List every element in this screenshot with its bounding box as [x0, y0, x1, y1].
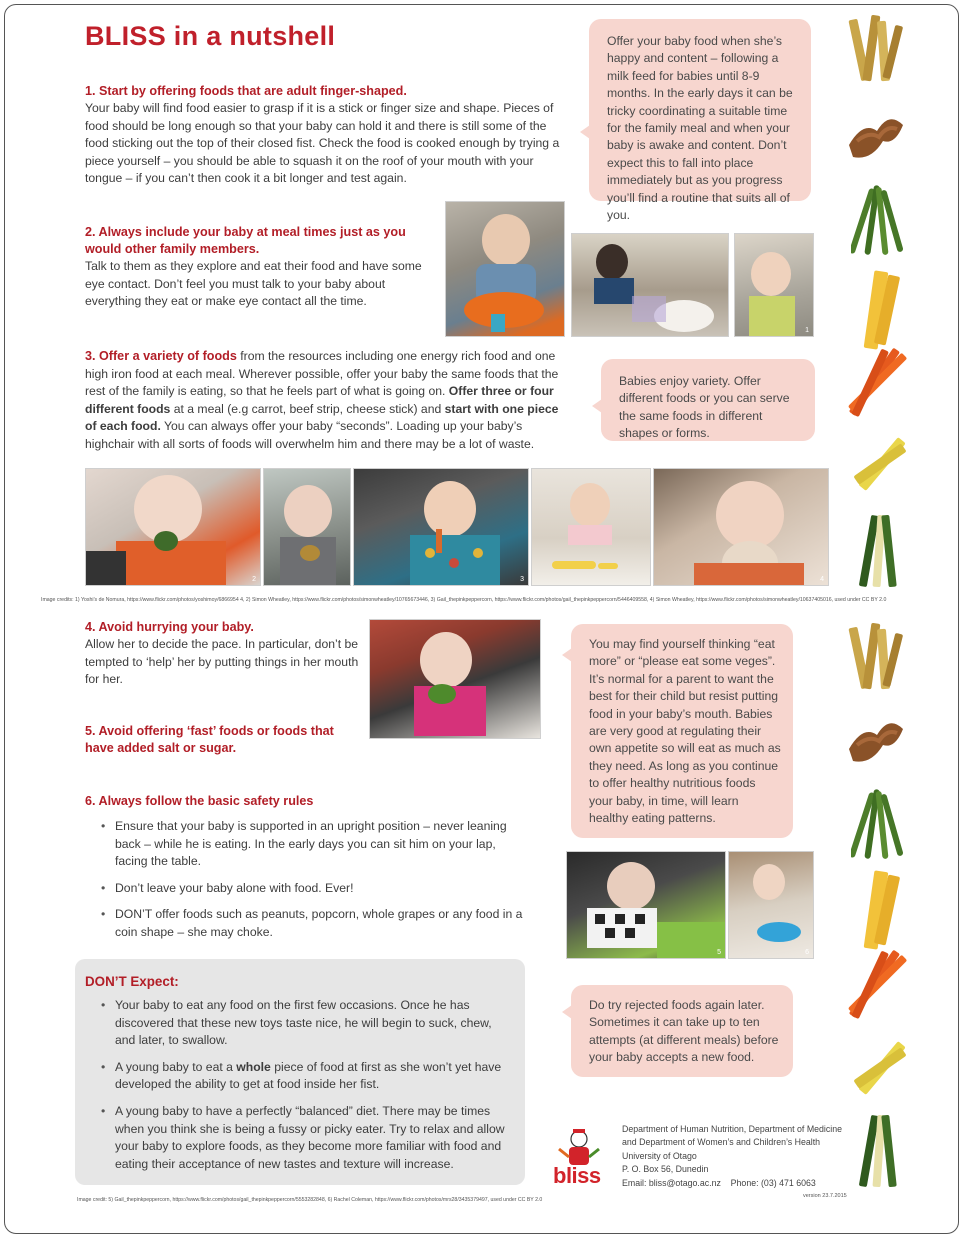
- photo-baby-pink-bib: [369, 619, 541, 739]
- photo-baby-eating-1-graphic: [735, 234, 814, 337]
- dont-expect-item-3-text: A young baby to have a perfectly “balanced” diet. There may be times when you think she is being a fussy or picky eater. Try to relax and allow your baby to explore foods, as they become more familiar with food and eating their acceptance of new tastes and texture will increase.: [115, 1103, 505, 1171]
- section-3-bold-b: Offer three or four different foods: [85, 384, 554, 416]
- photo-baby-checkered-bib: [566, 851, 726, 959]
- photo-number-1: 1: [805, 327, 809, 334]
- dont-expect-box: [75, 959, 525, 1185]
- yellow-squash-sticks-icon: [851, 429, 911, 499]
- dont-expect-list: [99, 997, 513, 1182]
- safety-rule-item: • Don’t leave your baby alone with food. Ever!: [99, 880, 525, 898]
- tip-bubble-meal-timing-text: Offer your baby food when she’s happy and content – following a milk feed for babies until 8-9 months. In the early days it can be tricky coordinating a suitable time for the family meal and when your baby is awake and content. Don’t expect this to fall into place immediately but as you progress you’ll find a routine that suits all of you.: [607, 34, 793, 223]
- section-3: [85, 348, 561, 454]
- section-1-body: Your baby will find food easier to grasp if it is a stick or finger size and shape. Pieces of food should be long enough so that your baby can hold it and there is still some of the food sticking out the top of their closed fist. Check the food is cooked enough by trying a piece yourself – you should be able to squash it on the roof of your mouth with your tongue – if you can’t then cook it a bit longer and test again.: [85, 101, 560, 186]
- photo-strip-5-graphic: [654, 469, 829, 586]
- tip-bubble-variety: [601, 359, 815, 441]
- version-label: version 23.7.2015: [803, 1193, 847, 1199]
- photo-baby-pink-bib-graphic: [370, 620, 541, 739]
- photo-number-6: 6: [805, 949, 809, 956]
- green-beans-icon: [851, 785, 907, 865]
- section-3-bold-d: start with one piece of each food.: [85, 401, 559, 434]
- department-line-1: Department of Human Nutrition, Department of Medicine: [622, 1124, 843, 1134]
- tip-bubble-meal-timing: [589, 19, 811, 223]
- meat-strips-icon: [843, 101, 909, 171]
- photo-strip-3: [353, 468, 529, 586]
- tip-bubble-appetite: [571, 624, 793, 838]
- carrot-sticks-icon: [845, 943, 909, 1027]
- photo-baby-highchair-bowl-graphic: [446, 202, 565, 337]
- department-line-3: University of Otago: [622, 1150, 697, 1161]
- section-3-body-e: You can always offer your baby “seconds”. Loading up your baby’s highchair with all sorts of foods will overwhelm him and there may be a lot of waste.: [85, 419, 535, 451]
- safety-rule-item: • Ensure that your baby is supported in an upright position – never leaning back – while he is eating. In the early days you can sit him on your lap, facing the table.: [99, 818, 525, 871]
- photo-strip-4-graphic: [532, 469, 651, 586]
- zucchini-sticks-icon: [857, 1111, 907, 1191]
- zucchini-sticks-icon: [857, 511, 907, 591]
- bliss-logo-text: bliss: [553, 1163, 601, 1188]
- section-1: [85, 83, 561, 188]
- photo-baby-highchair-bowl: [445, 201, 565, 337]
- photo-baby-eating-1: [734, 233, 814, 337]
- section-1-heading: 1. Start by offering foods that are adult finger-shaped.: [85, 84, 407, 98]
- section-3-body-a: from the resources including one energy rich food and one high iron food at each meal. Wherever possible, offer your baby the same foods that the rest of the family is eating, so that he feels part of what is going on.: [85, 349, 559, 399]
- dont-expect-item-1-text: Your baby to eat any food on the first few occasions. Once he has discovered that these new toys taste nice, he will begin to suck, chew, and later, to swallow.: [115, 998, 492, 1048]
- tip-bubble-variety-text: Babies enjoy variety. Offer different foods or you can serve the same foods in different shapes or forms.: [619, 374, 790, 441]
- section-5: [85, 723, 355, 757]
- section-5-heading: 5. Avoid offering ‘fast’ foods or foods that have added salt or sugar.: [85, 724, 334, 755]
- photo-strip-5: [653, 468, 829, 586]
- handout-page: [4, 4, 959, 1234]
- photo-number-3: 3: [520, 576, 524, 583]
- dont-expect-item-2-bold: whole: [236, 1059, 271, 1074]
- photo-strip-3-graphic: [354, 469, 529, 586]
- photo-strip-4: [531, 468, 651, 586]
- meat-strips-icon: [843, 705, 909, 775]
- photo-strip-2: [263, 468, 351, 586]
- photo-strip-2-graphic: [264, 469, 351, 586]
- section-2-body: Talk to them as they explore and eat their food and have some eye contact. Don’t feel you must talk to your baby about everything they eat or make eye contact all the time.: [85, 259, 422, 309]
- photo-baby-blue-bowl-graphic: [729, 852, 814, 959]
- yellow-squash-sticks-icon: [851, 1033, 911, 1103]
- dont-expect-item-2-b: piece of food at first as she won’t yet have developed the ability to get at food inside her fist.: [115, 1059, 502, 1092]
- dont-expect-heading: DON’T Expect:: [85, 974, 179, 989]
- section-3-heading: 3. Offer a variety of foods: [85, 349, 237, 363]
- tip-bubble-retry: [571, 985, 793, 1077]
- photo-strip-1-graphic: [86, 469, 261, 586]
- dont-expect-item: [99, 1103, 513, 1173]
- safety-rule-item: • DON’T offer foods such as peanuts, popcorn, whole grapes or any food in a coin shape – she may choke.: [99, 906, 525, 941]
- photo-baby-at-table-graphic: [572, 234, 729, 337]
- dont-expect-item: [99, 997, 513, 1050]
- photo-number-5: 5: [717, 949, 721, 956]
- department-line-4: P. O. Box 56, Dunedin: [622, 1164, 709, 1175]
- section-2-heading: 2. Always include your baby at meal times just as you would other family members.: [85, 225, 406, 256]
- photo-number-4: 4: [820, 576, 824, 583]
- section-6-heading: 6. Always follow the basic safety rules: [85, 794, 314, 808]
- department-line-2: and Department of Women’s and Children’s Health: [622, 1137, 821, 1148]
- photo-number-2: 2: [252, 576, 256, 583]
- potato-sticks-icon: [847, 619, 903, 699]
- image-credits-1: Image credits: 1) Yoshi’s de Nomura, https://www.flickr.com/photos/yoshimoy/6866954 4, 2) Simon Wheatley, https://www.flickr.com/photos/simonwheatley/10765673446, 3) Gail_thepinkpeppercorn, https://www.flickr.com/photos/gail_thepinkpeppercorn/5446409558, 4) Simon Wheatley, https://www.flickr.com/photos/simonwheatley/10637405016, used under CC BY 2.0: [41, 597, 887, 603]
- dont-expect-item-2-a: A young baby to eat a: [115, 1059, 237, 1074]
- section-4-body: Allow her to decide the pace. In particular, don’t be tempted to ‘help’ her by putting things in her mouth for her.: [85, 637, 359, 687]
- photo-baby-at-table: [571, 233, 729, 337]
- tip-bubble-appetite-text: You may find yourself thinking “eat more” or “please eat some veges”. It’s normal for a parent to want the best for their child but resist putting food in your baby’s mouth. Babies are very good at regulating their own appetite so will eat as much as they need. As long as you continue to offer healthy nutritious foods your baby, in time, will learn healthy eating patterns.: [589, 637, 781, 826]
- bliss-logo: [549, 1127, 615, 1193]
- cheese-stick-icon: [859, 867, 905, 953]
- department-info: [622, 1123, 882, 1190]
- section-4-heading: 4. Avoid hurrying your baby.: [85, 620, 254, 634]
- section-6: [85, 793, 525, 951]
- page-title: BLISS in a nutshell: [85, 21, 336, 51]
- section-4: [85, 619, 365, 689]
- department-contact: Email: bliss@otago.ac.nz Phone: (03) 471 6063: [622, 1177, 816, 1188]
- safety-rules-list: [85, 818, 525, 942]
- section-2: [85, 224, 441, 311]
- dont-expect-item: [99, 1059, 513, 1094]
- green-beans-icon: [851, 181, 907, 261]
- photo-baby-blue-bowl: [728, 851, 814, 959]
- potato-sticks-icon: [847, 11, 903, 91]
- image-credits-2: Image credit: 5) Gail_thepinkpeppercorn, https://www.flickr.com/photos/gail_thepinkpeppercorn/5553282848, 6) Rachel Coleman, https://www.flickr.com/photos/mrs28/3435379497, used under CC BY 2.0: [77, 1197, 543, 1203]
- photo-strip-1: [85, 468, 261, 586]
- tip-bubble-retry-text: Do try rejected foods again later. Sometimes it can take up to ten attempts (at different meals) before your baby accepts a new food.: [589, 998, 779, 1065]
- photo-baby-checkered-bib-graphic: [567, 852, 726, 959]
- carrot-sticks-icon: [845, 341, 909, 425]
- section-3-body-c: at a meal (e.g carrot, beef strip, cheese stick) and: [170, 401, 445, 416]
